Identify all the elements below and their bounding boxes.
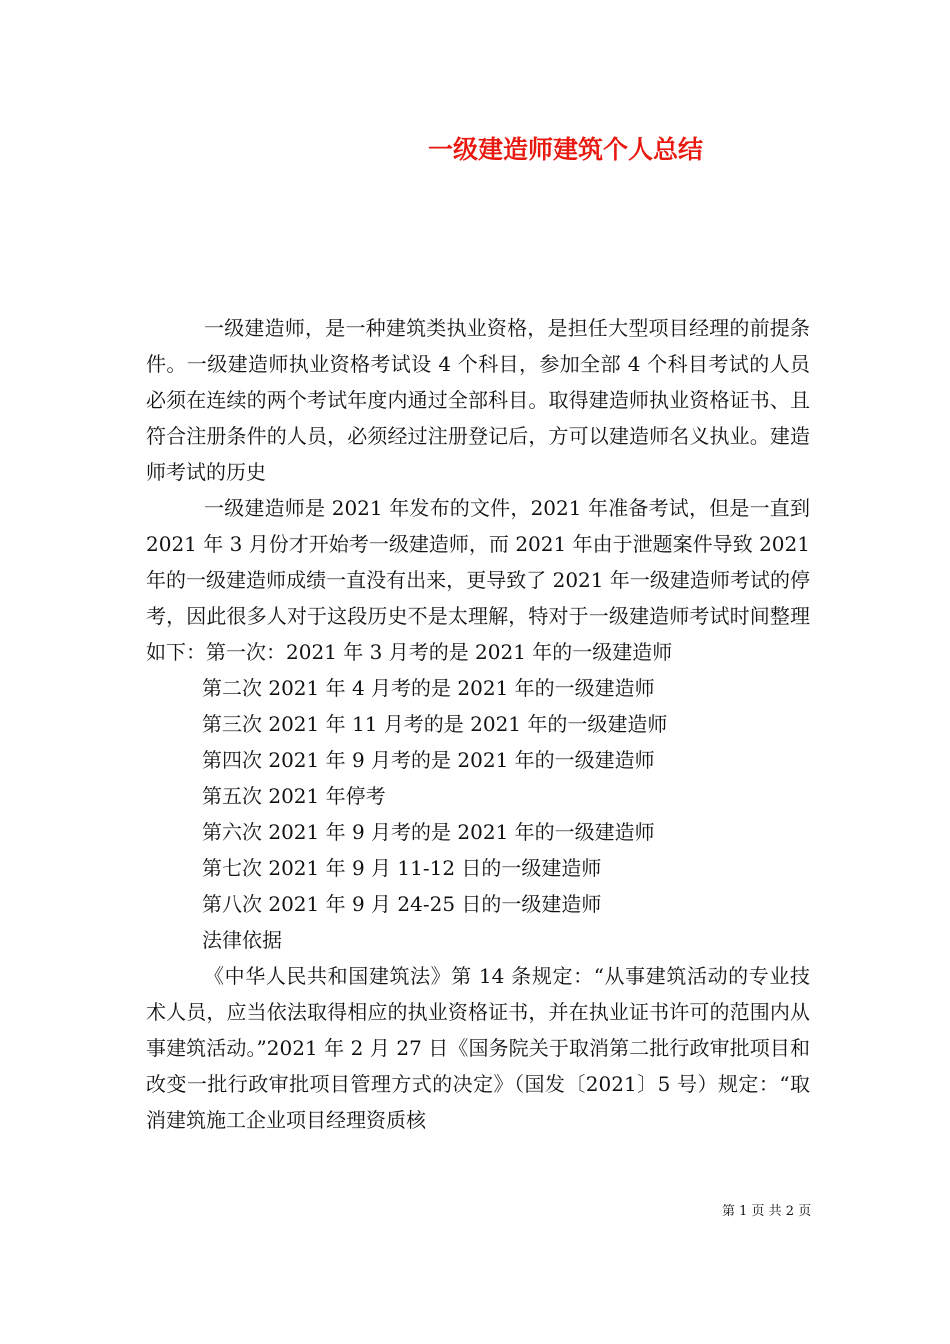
section-heading-legal-basis: 法律依据	[202, 928, 282, 952]
paragraph-intro: 一级建造师，是一种建筑类执业资格，是担任大型项目经理的前提条件。一级建造师执业资格考试设 4 个科目，参加全部 4 个科目考试的人员必须在连续的两个考试年度内通过全部科目。取得建造师执业资格证书、且符合注册条件的人员，必须经过注册登记后，方可以建造师名义执业。建造师考试的历史	[146, 316, 810, 484]
list-item: 第六次 2021 年 9 月考的是 2021 年的一级建造师	[202, 820, 655, 844]
paragraph-history: 一级建造师是 2021 年发布的文件，2021 年准备考试，但是一直到 2021 年 3 月份才开始考一级建造师，而 2021 年由于泄题案件导致 2021 年的一级建造师成绩一直没有出来，更导致了 2021 年一级建造师考试的停考，因此很多人对于这段历史不是太理解，特对于一级建造师考试时间整理如下：第一次：2021 年 3 月考的是 2021 年的一级建造师	[146, 496, 810, 664]
page-number-footer: 第 1 页 共 2 页	[722, 1204, 812, 1219]
list-item: 第四次 2021 年 9 月考的是 2021 年的一级建造师	[202, 748, 655, 772]
list-item: 第五次 2021 年停考	[202, 784, 386, 808]
list-item: 第八次 2021 年 9 月 24-25 日的一级建造师	[202, 892, 602, 916]
document-title: 一级建造师建筑个人总结	[428, 135, 704, 164]
list-item: 第二次 2021 年 4 月考的是 2021 年的一级建造师	[202, 676, 655, 700]
paragraph-legal-basis: 《中华人民共和国建筑法》第 14 条规定：“从事建筑活动的专业技术人员，应当依法取得相应的执业资格证书，并在执业证书许可的范围内从事建筑活动。”2021 年 2 月 27 日《国务院关于取消第二批行政审批项目和改变一批行政审批项目管理方式的决定》（国发〔2021〕5 号）规定：“取消建筑施工企业项目经理资质核	[146, 964, 810, 1132]
list-item: 第七次 2021 年 9 月 11-12 日的一级建造师	[202, 856, 602, 880]
list-item: 第三次 2021 年 11 月考的是 2021 年的一级建造师	[202, 712, 668, 736]
document-body	[146, 310, 810, 1138]
